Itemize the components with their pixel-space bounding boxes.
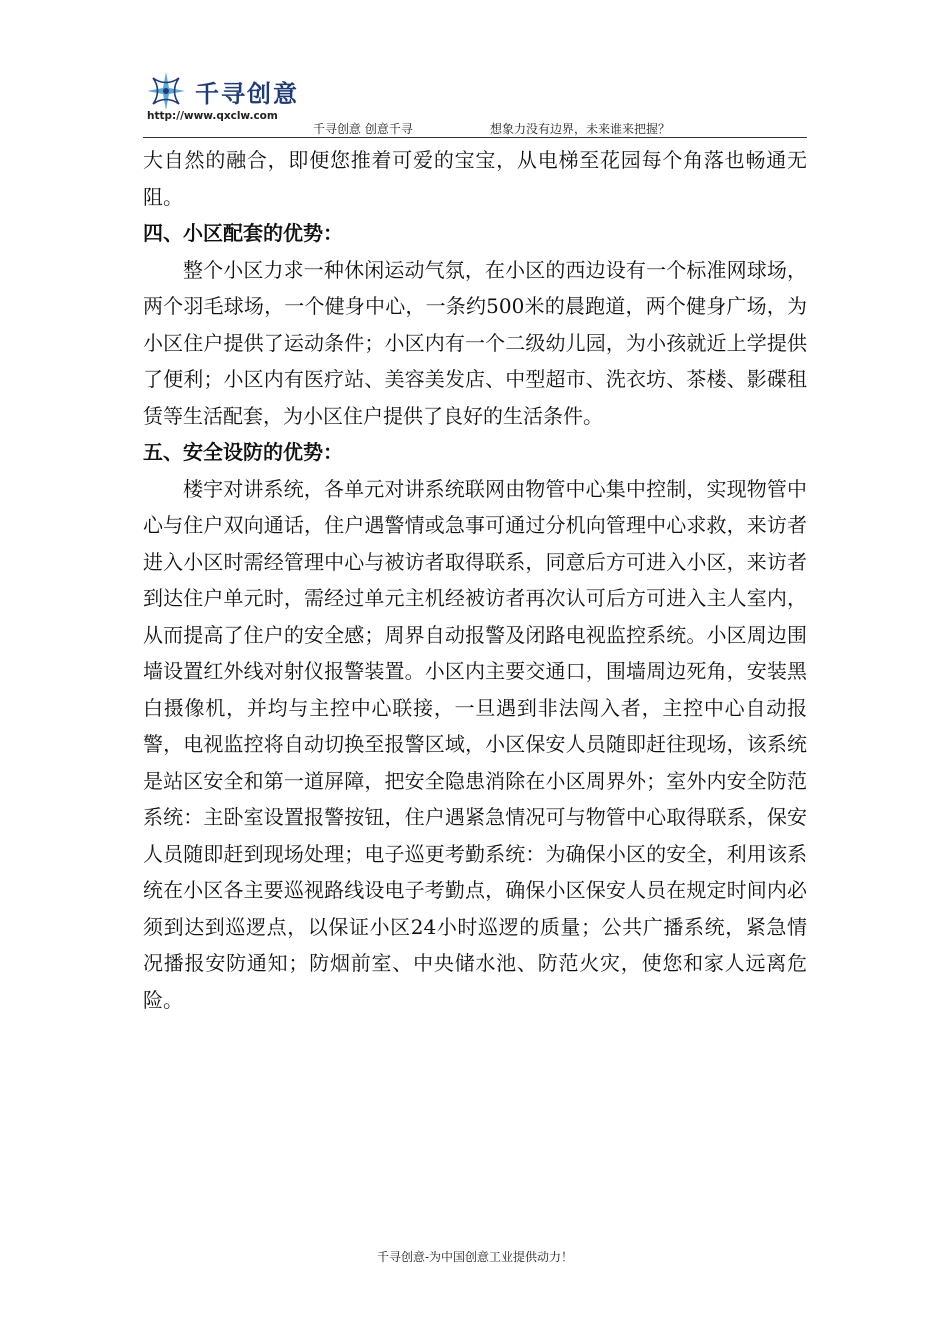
page-header <box>143 62 807 138</box>
page-footer: 千寻创意-为中国创意工业提供动力！ <box>376 1250 574 1264</box>
header-slogan-left: 千寻创意 创意千寻 <box>313 122 413 136</box>
security-paragraph: 楼宇对讲系统，各单元对讲系统联网由物管中心集中控制，实现物管中心与住户双向通话，住户遇警情或急事可通过分机向管理中心求救，来访者进入小区时需经管理中心与被访者取得联系，同意后方可进入小区，来访者到达住户单元时，需经过单元主机经被访者再次认可后方可进入主人室内，从而提高了住户的安全感；周界自动报警及闭路电视监控系统。小区周边围墙设置红外线对射仪报警装置。小区内主要交通口，围墙周边死角，安装黑白摄像机，并均与主控中心联接，一旦遇到非法闯入者，主控中心自动报警，电视监控将自动切换至报警区域，小区保安人员随即赶往现场，该系统是站区安全和第一道屏障，把安全隐患消除在小区周界外；室外内安全防范系统：主卧室设置报警按钮，住户遇紧急情况可与物管中心取得联系，保安人员随即赶到现场处理；电子巡更考勤系统：为确保小区的安全，利用该系统在小区各主要巡视路线设电子考勤点，确保小区保安人员在规定时间内必须到达到巡逻点，以保证小区24小时巡逻的质量；公共广播系统，紧急情况播报安防通知；防烟前室、中央储水池、防范火灾，使您和家人远离危险。 <box>143 476 807 1012</box>
header-slogan-right: 想象力没有边界，未来谁来把握？ <box>490 122 671 136</box>
document-body <box>143 142 807 1018</box>
section-heading-security: 五、安全设防的优势： <box>143 440 343 464</box>
section-heading-facilities: 四、小区配套的优势： <box>143 221 343 245</box>
logo-url[interactable]: http://www.qxclw.com <box>147 110 278 122</box>
facilities-paragraph: 整个小区力求一种休闲运动气氛，在小区的西边设有一个标准网球场，两个羽毛球场，一个健身中心，一条约500米的晨跑道，两个健身广场，为小区住户提供了运动条件；小区内有一个二级幼儿园，为小孩就近上学提供了便利；小区内有医疗站、美容美发店、中型超市、洗衣坊、茶楼、影碟租赁等生活配套，为小区住户提供了良好的生活条件。 <box>143 257 807 428</box>
logo-title: 千寻创意 <box>195 80 299 108</box>
header-divider <box>143 137 807 138</box>
continued-paragraph: 大自然的融合，即便您推着可爱的宝宝，从电梯至花园每个角落也畅通无阻。 <box>143 148 807 209</box>
star-swirl-icon <box>145 70 187 112</box>
